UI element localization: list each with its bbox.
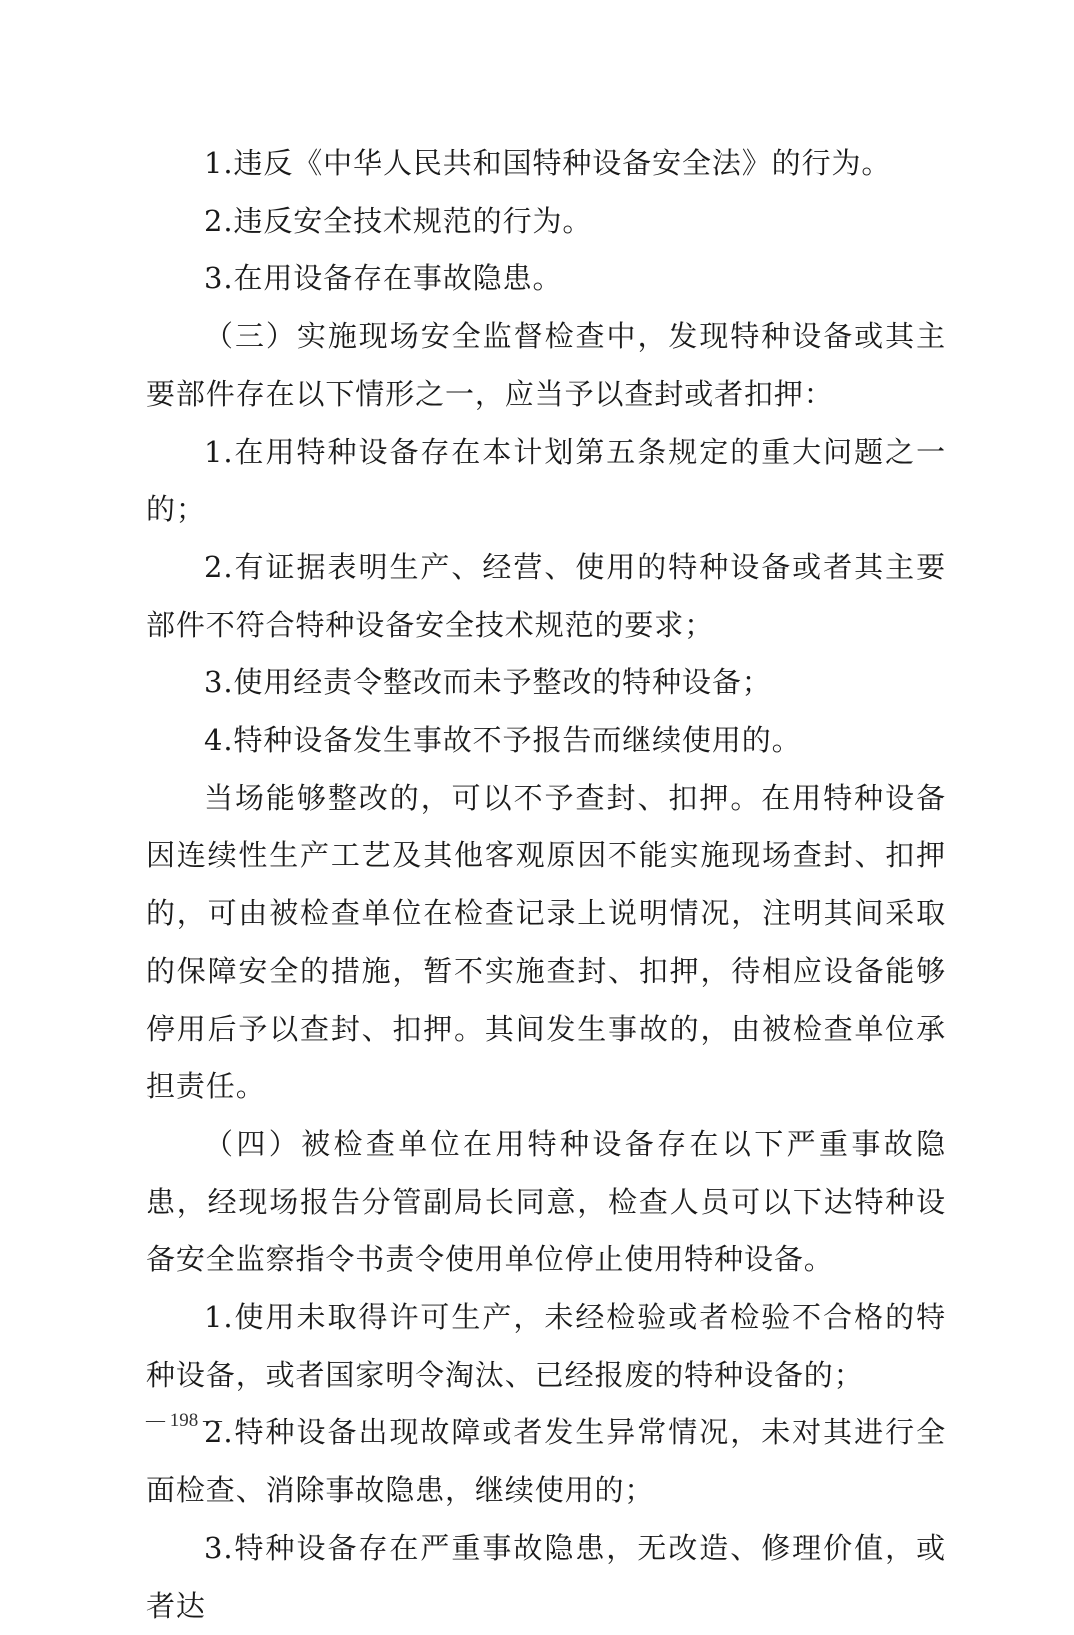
section-heading-four: （四）被检查单位在用特种设备存在以下严重事故隐患，经现场报告分管副局长同意，检查人员可以下达特种设备安全监察指令书责令使用单位停止使用特种设备。 [146,1126,946,1277]
document-body [146,135,946,1635]
paragraph-item-9: 2.特种设备出现故障或者发生异常情况，未对其进行全面检查、消除事故隐患，继续使用的； [146,1415,946,1508]
paragraph-note: 当场能够整改的，可以不予查封、扣押。在用特种设备因连续性生产工艺及其他客观原因不能实施现场查封、扣押的，可由被检查单位在检查记录上说明情况，注明其间采取的保障安全的措施，暂不实施查封、扣押，待相应设备能够停用后予以查封、扣押。其间发生事故的，由被检查单位承担责任。 [146,780,946,1104]
paragraph-item-5: 2.有证据表明生产、经营、使用的特种设备或者其主要部件不符合特种设备安全技术规范的要求； [146,549,946,642]
paragraph-item-6: 3.使用经责令整改而未予整改的特种设备； [204,665,772,700]
paragraph-item-2: 2.违反安全技术规范的行为。 [204,203,593,238]
page-number: — 198 — [146,1410,222,1431]
paragraph-item-4: 1.在用特种设备存在本计划第五条规定的重大问题之一的； [146,434,946,527]
paragraph-item-8: 1.使用未取得许可生产，未经检验或者检验不合格的特种设备，或者国家明令淘汰、已经报废的特种设备的； [146,1300,946,1392]
section-heading-three: （三）实施现场安全监督检查中，发现特种设备或其主要部件存在以下情形之一，应当予以查封或者扣押： [146,319,946,411]
paragraph-item-1: 1.违反《中华人民共和国特种设备安全法》的行为。 [204,146,892,180]
paragraph-item-3: 3.在用设备存在事故隐患。 [204,261,563,296]
paragraph-item-10: 3.特种设备存在严重事故隐患，无改造、修理价值，或者达 [146,1530,946,1623]
paragraph-item-7: 4.特种设备发生事故不予报告而继续使用的。 [204,723,802,758]
